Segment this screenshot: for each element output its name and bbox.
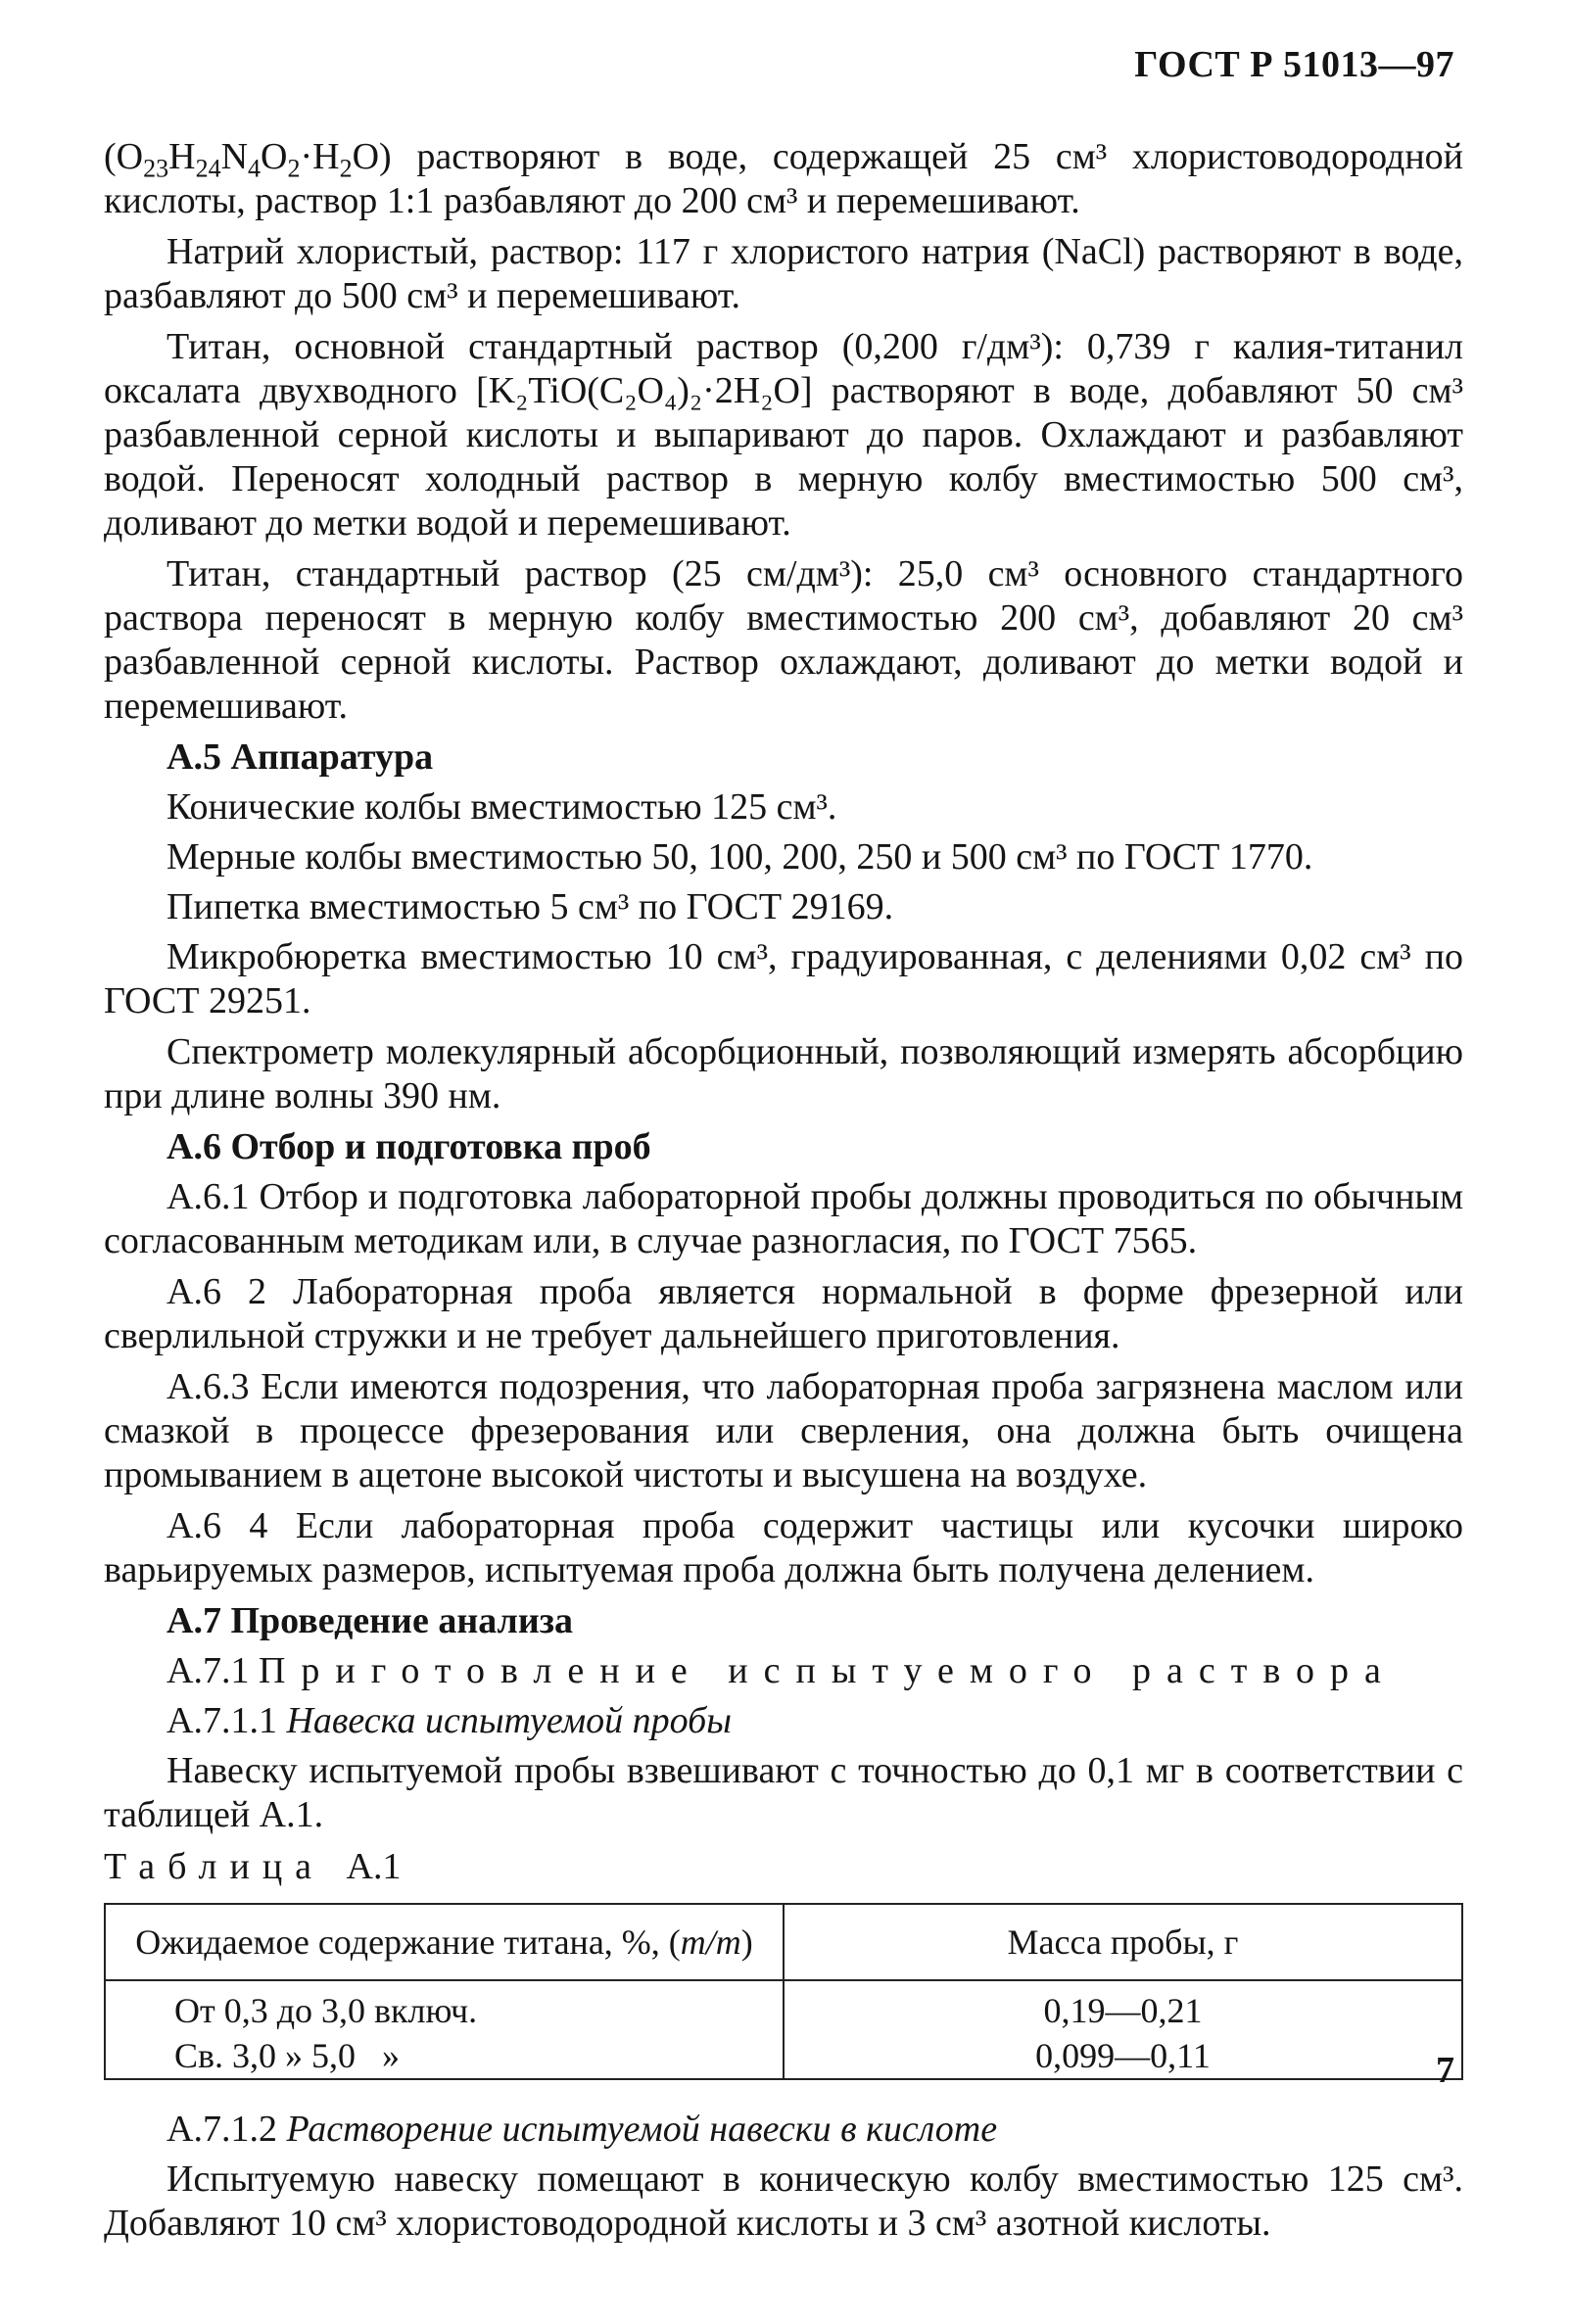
subsection-title: Растворение испытуемой навески в кислоте [286,2109,998,2150]
clause-a6-1: А.6.1 Отбор и подготовка лабораторной пробы должны проводиться по обычным согласованным методикам или, в случае разногласия, по ГОСТ 7565. [104,1176,1463,1261]
sample-mass-table [104,1903,1463,2080]
apparatus-item: Спектрометр молекулярный абсорбционный, позволяющий измерять абсорбцию при длине волны 390 нм. [104,1031,1463,1116]
weighing-text: Навеску испытуемой пробы взвешивают с точностью до 0,1 мг в соответствии с таблицей А.1. [104,1750,1463,1835]
section-a6-heading: А.6 Отбор и подготовка проб [167,1126,651,1167]
table-header-mass: Масса пробы, г [784,1904,1462,1980]
subsection-a7-1-2 [104,2108,1463,2152]
table-cell-mass: 0,099—0,11 [784,2033,1462,2079]
dissolution-text: Испытуемую навеску помещают в коническую колбу вместимостью 125 см³. Добавляют 10 см³ хлористоводородной кислоты и 3 см³ азотной кислоты. [104,2158,1463,2244]
reagent-paragraph-continued: $(O_{23}H_{24}N_4O_2\cdot H_2O)$ растворяют в воде, содержащей 25 см³ хлористоводородной кислоты, раствор 1:1 разбавляют до 200 см³ и перемешивают. [104,136,1463,221]
subsection-title: Приготовление испытуемого раствора [258,1650,1397,1691]
table-cell-mass: 0,19—0,21 [784,1980,1462,2033]
section-a5-heading: А.5 Аппаратура [167,736,434,778]
table-cell-content: Св. 3,0 » 5,0 » [105,2033,784,2079]
table-row [105,2033,1462,2079]
page-content [104,135,1463,2253]
table-caption [104,1845,1463,1889]
subsection-a7-1-1 [104,1699,1463,1743]
apparatus-item: Конические колбы вместимостью 125 см³. [167,786,837,828]
clause-a6-3: А.6.3 Если имеются подозрения, что лабораторная проба загрязнена маслом или смазкой в процессе фрезерования или сверления, она должна быть очищена промыванием в ацетоне высокой чистоты и высушена на воздухе. [104,1366,1463,1495]
standard-code-header: ГОСТ Р 51013—97 [1134,44,1454,85]
page-number: 7 [1436,2050,1454,2091]
reagent-sodium-chloride: Натрий хлористый, раствор: 117 г хлористого натрия (NaCl) растворяют в воде, разбавляют до 500 см³ и перемешивают. [104,231,1463,316]
section-a7-heading: А.7 Проведение анализа [167,1600,574,1641]
subsection-number: А.7.1 [167,1650,250,1691]
table-caption-id: А.1 [346,1846,402,1887]
clause-a6-2: А.6 2 Лабораторная проба является нормальной в форме фрезерной или сверлильной стружки и не требует дальнейшего приготовления. [104,1271,1463,1356]
table-row [105,1980,1462,2033]
apparatus-item: Пипетка вместимостью 5 см³ по ГОСТ 29169. [167,886,894,927]
table-header-row [105,1904,1462,1980]
table-cell-content: От 0,3 до 3,0 включ. [105,1980,784,2033]
subsection-number: А.7.1.1 [167,1700,277,1741]
subsection-number: А.7.1.2 [167,2109,277,2150]
reagent-titanium-standard-solution: Титан, стандартный раствор (25 см/дм³): 25,0 см³ основного стандартного раствора переносят в мерную колбу вместимостью 200 см³, добавляют 20 см³ разбавленной серной кислоты. Раствор охлаждают, доливают до метки водой и перемешивают. [104,553,1463,727]
reagent-titanium-stock-solution: Титан, основной стандартный раствор (0,200 г/дм³): 0,739 г калия-титанил оксалата двухводного [K₂TiO(C₂O₄)₂·2H₂O] растворяют в воде, добавляют 50 см³ разбавленной серной кислоты и выпаривают до паров. Охлаждают и разбавляют водой. Переносят холодный раствор в мерную колбу вместимостью 500 см³, доливают до метки водой и перемешивают. [104,326,1463,544]
table-caption-word: Таблица [104,1846,325,1887]
clause-a6-4: А.6 4 Если лабораторная проба содержит частицы или кусочки широко варьируемых размеров, испытуемая проба должна быть получена делением. [104,1505,1463,1590]
table-header-content: Ожидаемое содержание титана, %, (m/m) [105,1904,784,1980]
apparatus-item: Мерные колбы вместимостью 50, 100, 200, 250 и 500 см³ по ГОСТ 1770. [167,836,1313,877]
subsection-title: Навеска испытуемой пробы [286,1700,732,1741]
apparatus-item: Микробюретка вместимостью 10 см³, градуированная, с делениями 0,02 см³ по ГОСТ 29251. [104,936,1463,1021]
subsection-a7-1 [104,1649,1463,1693]
